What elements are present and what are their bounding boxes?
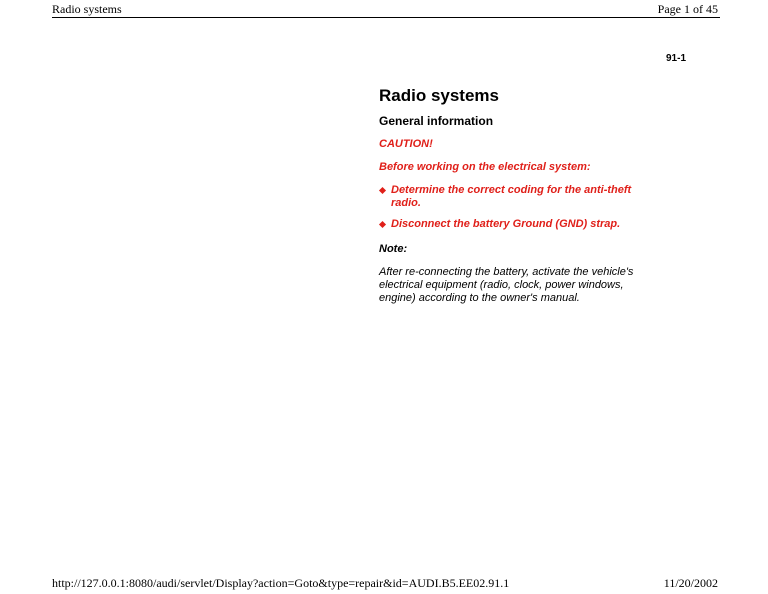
footer-date: 11/20/2002 bbox=[663, 576, 718, 590]
header-document-title: Radio systems bbox=[52, 2, 122, 16]
diamond-bullet-icon bbox=[379, 221, 386, 228]
diamond-bullet-icon bbox=[379, 187, 386, 194]
main-content bbox=[379, 86, 634, 305]
section-code: 91-1 bbox=[665, 53, 686, 64]
header-page-number: Page 1 of 45 bbox=[657, 2, 718, 16]
caution-item-text: Determine the correct coding for the anti-theft radio. bbox=[391, 184, 632, 209]
caution-item-text: Disconnect the battery Ground (GND) strap. bbox=[391, 218, 621, 230]
caution-intro: Before working on the electrical system: bbox=[379, 161, 591, 173]
caution-list bbox=[379, 184, 634, 231]
note-text: After re-connecting the battery, activate the vehicle's electrical equipment (radio, clock, power windows, engine) according to the owner's manual. bbox=[379, 266, 634, 304]
caution-item bbox=[379, 184, 634, 210]
header-divider bbox=[52, 17, 720, 18]
note-label: Note: bbox=[379, 243, 408, 255]
footer-url: http://127.0.0.1:8080/audi/servlet/Display?action=Goto&type=repair&id=AUDI.B5.EE02.91.1 bbox=[52, 576, 510, 590]
caution-item bbox=[379, 218, 634, 231]
section-subtitle: General information bbox=[379, 114, 494, 128]
caution-label: CAUTION! bbox=[379, 138, 433, 150]
page-title: Radio systems bbox=[379, 86, 499, 105]
